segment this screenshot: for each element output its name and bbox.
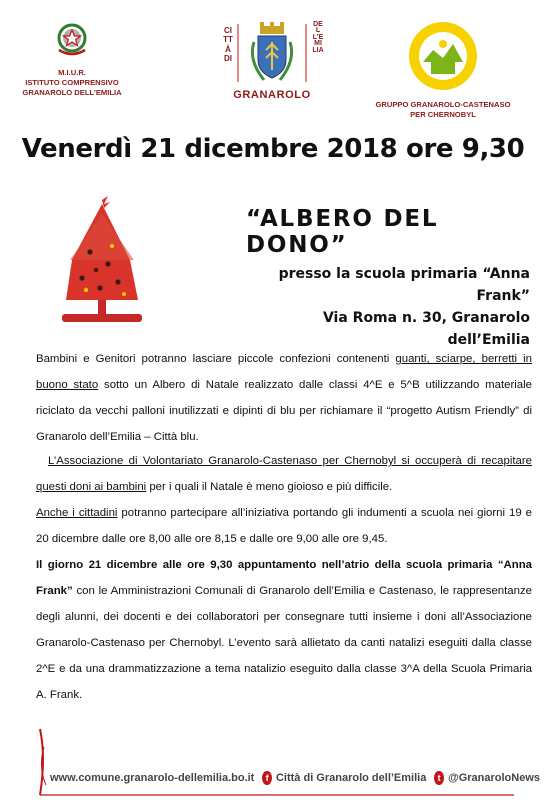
paragraph-event-bold: Il giorno 21 dicembre alle ore 9,30 appuntamento nell’atrio della scuola primaria “Anna Frank”: [36, 559, 532, 597]
venue-address-line: Via Roma n. 30, Granarolo dell’Emilia: [322, 310, 530, 348]
association-header: [368, 20, 518, 120]
paragraph-citizens-underlined: Anche i cittadini: [36, 507, 118, 519]
footer-decoration-icon: [36, 727, 516, 797]
paragraph-association: [36, 448, 532, 552]
italian-republic-emblem-icon: [51, 20, 93, 58]
facebook-link[interactable]: Città di Granarolo dell’Emilia: [275, 772, 427, 784]
miur-label: M.I.U.R.: [58, 68, 86, 77]
facebook-icon: f: [262, 771, 272, 785]
footer-contacts: [50, 771, 540, 785]
paragraph-citizens-text: potranno partecipare all’iniziativa portando gli indumenti a scuola nei giorni 19 e 20 dicembre dalle ore 8,00 alle ore 8,15 e dalle ore 9,00 alle ore 9,45.: [36, 507, 532, 545]
venue-school-line: presso la scuola primaria “Anna Frank”: [278, 266, 530, 304]
city-arc-right-label: DELL’EMILIA: [312, 21, 324, 54]
school-name-label: ISTITUTO COMPRENSIVO: [25, 78, 119, 87]
paragraph-donations: [36, 346, 532, 450]
christmas-tree-illustration: [52, 190, 152, 336]
twitter-icon: t: [434, 771, 444, 785]
municipality-header: [223, 20, 324, 101]
paragraph-donations-text-b: sotto un Albero di Natale realizzato dalle classi 4^E e 5^B utilizzando materiale riciclato da vecchi palloni inutilizzati e dipinti di blu per richiamare il “progetto Autism Friendly” di Granarolo dell’Emilia – Città blu.: [36, 379, 532, 443]
paragraph-association-underlined: L’Associazione di Volontariato Granarolo-Castenaso per Chernobyl si occuperà di recapitare questi doni ai bambini: [36, 455, 532, 493]
event-date-heading: Venerdì 21 dicembre 2018 ore 9,30: [21, 134, 525, 164]
association-subtitle-label: PER CHERNOBYL: [410, 110, 476, 119]
paragraph-association-text: per i quali il Natale è meno gioioso e più difficile.: [146, 481, 393, 493]
association-name-label: GRUPPO GRANAROLO-CASTENASO: [375, 100, 511, 109]
event-title: “ALBERO DEL DONO”: [246, 206, 439, 258]
school-header: [16, 20, 128, 98]
chernobyl-group-logo-icon: [401, 20, 485, 92]
twitter-link[interactable]: @GranaroloNews: [447, 772, 540, 784]
paragraph-donations-text-a: Bambini e Genitori potranno lasciare piccole confezioni contenenti: [36, 353, 396, 365]
city-arc-left-label: CITTÀ DI: [223, 26, 233, 64]
venue-block: [240, 263, 530, 351]
paragraph-event-text: con le Amministrazioni Comunali di Granarolo dell’Emilia e Castenaso, le rappresentanze degli alunni, dei docenti e dei collaboratori per consegnare tutti insieme i doni all’Associazione Granarolo-Castenaso per Chernobyl. L’evento sarà allietato da canti natalizi eseguiti dalla classe 2^E e da una drammatizzazione a tema natalizio eseguito dalla classe 3^A della Scuola Primaria A. Frank.: [36, 585, 532, 701]
paragraph-event-details: [36, 552, 532, 708]
school-town-label: GRANAROLO DELL’EMILIA: [22, 88, 122, 97]
website-link[interactable]: www.comune.granarolo-dellemilia.bo.it: [50, 772, 255, 784]
city-name-label: GRANAROLO: [233, 89, 311, 101]
paragraph-donations-underlined: guanti, sciarpe, berretti in buono stato: [36, 353, 532, 391]
granarolo-coat-of-arms-icon: [224, 20, 320, 94]
